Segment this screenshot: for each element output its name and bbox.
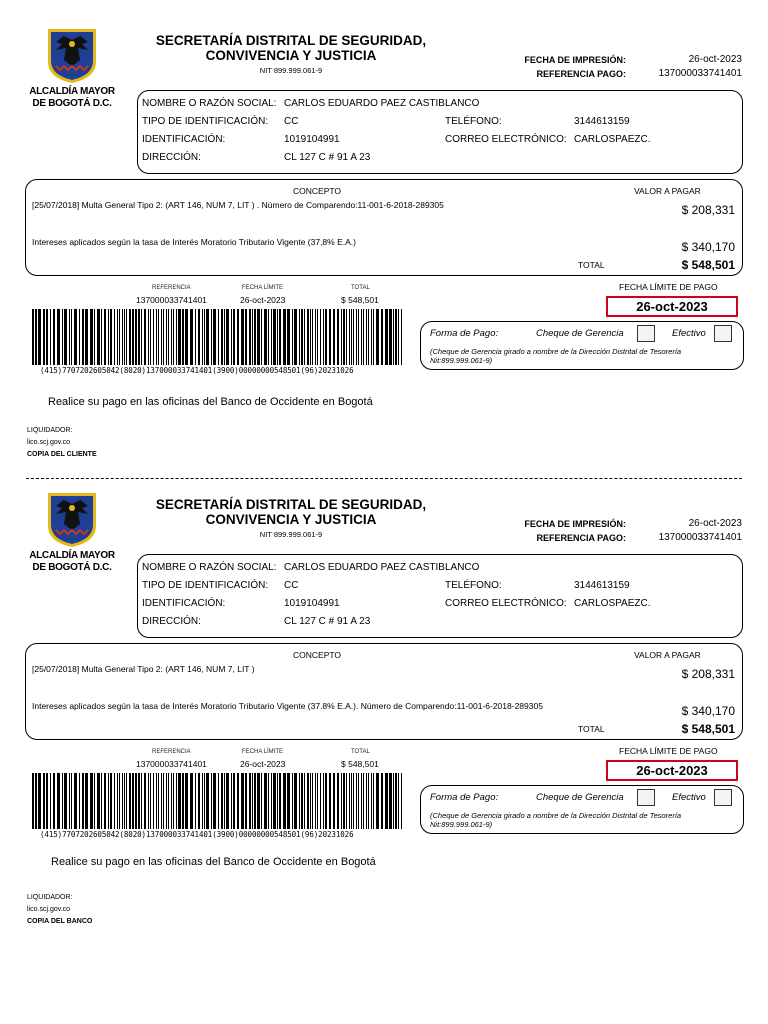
barcode-reference-value: 137000033741401 — [136, 759, 207, 769]
check-note: (Cheque de Gerencia girado a nombre de la Dirección Distrital de Tesorería Nit:899.999.061-9) — [430, 347, 682, 365]
print-date-value: 26-oct-2023 — [688, 518, 742, 529]
id-type-value: CC — [284, 580, 299, 591]
concept-item-interest-value: $ 340,170 — [681, 704, 735, 718]
value-header: VALOR A PAGAR — [634, 650, 701, 660]
logo-caption: ALCALDÍA MAYOR DE BOGOTÁ D.C. — [29, 86, 115, 109]
barcode-total-label: TOTAL — [351, 749, 370, 755]
id-type-value: CC — [284, 116, 299, 127]
concept-item-fine: [25/07/2018] Multa General Tipo 2: (ART 146, NUM 7, LIT ) — [32, 664, 255, 674]
name-label: NOMBRE O RAZÓN SOCIAL: — [142, 562, 277, 573]
phone-value: 3144613159 — [574, 580, 630, 591]
phone-value: 3144613159 — [574, 116, 630, 127]
concept-header: CONCEPTO — [293, 186, 342, 196]
concept-item-interest-value: $ 340,170 — [681, 240, 735, 254]
address-value: CL 127 C # 91 A 23 — [284, 152, 371, 163]
total-value: $ 548,501 — [681, 722, 735, 736]
id-label: IDENTIFICACIÓN: — [142, 134, 226, 145]
print-date-label: FECHA DE IMPRESIÓN: — [524, 519, 626, 529]
payment-reference-value: 137000033741401 — [658, 68, 742, 79]
org-title: SECRETARÍA DISTRITAL DE SEGURIDAD, CONVIVENCIA Y JUSTICIA — [155, 33, 427, 63]
bogota-coat-of-arms-icon — [44, 26, 100, 84]
id-value: 1019104991 — [284, 598, 340, 609]
barcode-reference-label: REFERENCIA — [152, 285, 191, 291]
barcode-due-value: 26-oct-2023 — [240, 759, 286, 769]
liquidator-value: lico.scj.gov.co — [27, 906, 71, 913]
phone-label: TELÉFONO: — [445, 116, 502, 127]
barcode-digits: (415)7707202605042(8020)137000033741401(3900)00000000548501(96)20231026 — [40, 366, 354, 375]
barcode-due-value: 26-oct-2023 — [240, 295, 286, 305]
cash-option-checkbox[interactable] — [714, 325, 732, 342]
value-header: VALOR A PAGAR — [634, 186, 701, 196]
liquidator-label: LIQUIDADOR: — [27, 894, 73, 901]
bogota-coat-of-arms-icon — [44, 490, 100, 548]
due-date-label: FECHA LÍMITE DE PAGO — [619, 282, 718, 292]
liquidator-value: lico.scj.gov.co — [27, 439, 71, 446]
address-label: DIRECCIÓN: — [142, 152, 201, 163]
check-option-label: Cheque de Gerencia — [536, 792, 624, 803]
barcode-digits: (415)7707202605042(8020)137000033741401(3900)00000000548501(96)20231026 — [40, 830, 354, 839]
concept-item-interest: Intereses aplicados según la tasa de Interés Moratorio Tributario Vigente (37.8% E.A.). Número de Comparendo:11-001-6-2018-289305 — [32, 701, 543, 711]
phone-label: TELÉFONO: — [445, 580, 502, 591]
email-label: CORREO ELECTRÓNICO: — [445, 134, 567, 145]
name-label: NOMBRE O RAZÓN SOCIAL: — [142, 98, 277, 109]
check-option-checkbox[interactable] — [637, 789, 655, 806]
copy-label: COPIA DEL CLIENTE — [27, 451, 97, 458]
due-date-value: 26-oct-2023 — [606, 760, 738, 781]
payment-barcode — [32, 773, 406, 829]
id-value: 1019104991 — [284, 134, 340, 145]
concept-header: CONCEPTO — [293, 650, 342, 660]
print-date-value: 26-oct-2023 — [688, 54, 742, 65]
payment-reference-value: 137000033741401 — [658, 532, 742, 543]
check-option-checkbox[interactable] — [637, 325, 655, 342]
id-type-label: TIPO DE IDENTIFICACIÓN: — [142, 116, 269, 127]
payment-method-label: Forma de Pago: — [430, 792, 499, 803]
org-nit: NIT 899.999.061-9 — [259, 530, 323, 539]
name-value: CARLOS EDUARDO PAEZ CASTIBLANCO — [284, 98, 480, 109]
total-label: TOTAL — [578, 724, 605, 734]
barcode-due-label: FECHA LÍMITE — [242, 749, 284, 755]
bank-note: Realice su pago en las oficinas del Banco de Occidente en Bogotá — [51, 856, 376, 868]
copy-label: COPIA DEL BANCO — [27, 918, 93, 925]
concept-item-fine: [25/07/2018] Multa General Tipo 2: (ART 146, NUM 7, LIT ) . Número de Comparendo:11-001-6-2018-289305 — [32, 200, 444, 210]
concept-item-fine-value: $ 208,331 — [681, 203, 735, 217]
payment-method-label: Forma de Pago: — [430, 328, 499, 339]
concept-item-fine-value: $ 208,331 — [681, 667, 735, 681]
cash-option-label: Efectivo — [672, 328, 706, 339]
name-value: CARLOS EDUARDO PAEZ CASTIBLANCO — [284, 562, 480, 573]
cash-option-checkbox[interactable] — [714, 789, 732, 806]
barcode-total-label: TOTAL — [351, 285, 370, 291]
liquidator-label: LIQUIDADOR: — [27, 427, 73, 434]
org-title: SECRETARÍA DISTRITAL DE SEGURIDAD, CONVIVENCIA Y JUSTICIA — [155, 497, 427, 527]
barcode-total-value: $ 548,501 — [341, 295, 379, 305]
email-value: CARLOSPAEZC. — [574, 134, 651, 145]
address-value: CL 127 C # 91 A 23 — [284, 616, 371, 627]
print-date-label: FECHA DE IMPRESIÓN: — [524, 55, 626, 65]
payment-reference-label: REFERENCIA PAGO: — [536, 533, 626, 543]
barcode-total-value: $ 548,501 — [341, 759, 379, 769]
payment-reference-label: REFERENCIA PAGO: — [536, 69, 626, 79]
org-nit: NIT 899.999.061-9 — [259, 66, 323, 75]
email-value: CARLOSPAEZC. — [574, 598, 651, 609]
address-label: DIRECCIÓN: — [142, 616, 201, 627]
check-option-label: Cheque de Gerencia — [536, 328, 624, 339]
total-label: TOTAL — [578, 260, 605, 270]
concept-item-interest: Intereses aplicados según la tasa de Interés Moratorio Tributario Vigente (37,8% E.A.) — [32, 237, 356, 247]
bank-note: Realice su pago en las oficinas del Banco de Occidente en Bogotá — [48, 396, 373, 408]
due-date-label: FECHA LÍMITE DE PAGO — [619, 746, 718, 756]
barcode-reference-value: 137000033741401 — [136, 295, 207, 305]
id-type-label: TIPO DE IDENTIFICACIÓN: — [142, 580, 269, 591]
id-label: IDENTIFICACIÓN: — [142, 598, 226, 609]
total-value: $ 548,501 — [681, 258, 735, 272]
logo-caption: ALCALDÍA MAYOR DE BOGOTÁ D.C. — [29, 550, 115, 573]
barcode-reference-label: REFERENCIA — [152, 749, 191, 755]
payment-barcode — [32, 309, 406, 365]
barcode-due-label: FECHA LÍMITE — [242, 285, 284, 291]
email-label: CORREO ELECTRÓNICO: — [445, 598, 567, 609]
receipt-bank-copy — [0, 464, 768, 924]
check-note: (Cheque de Gerencia girado a nombre de la Dirección Distrital de Tesorería Nit:899.999.061-9) — [430, 811, 682, 829]
cash-option-label: Efectivo — [672, 792, 706, 803]
receipt-client-copy — [0, 0, 768, 460]
due-date-value: 26-oct-2023 — [606, 296, 738, 317]
